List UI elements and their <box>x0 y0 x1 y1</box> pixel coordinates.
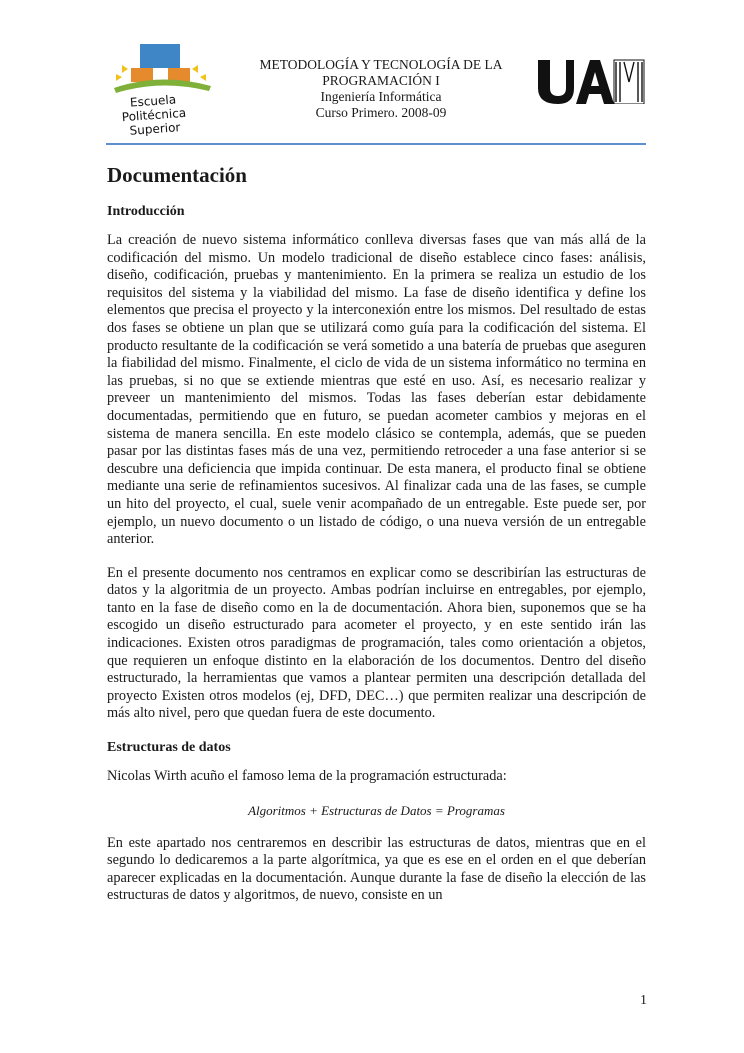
eps-logo <box>106 44 228 140</box>
page-title: Documentación <box>107 163 247 187</box>
header-rule <box>106 143 646 145</box>
logo-yellow-triangle <box>116 74 122 81</box>
section-heading: Introducción <box>107 204 185 219</box>
uam-letter-m-lines <box>616 62 642 102</box>
header-line: PROGRAMACIÓN I <box>322 73 440 88</box>
eps-logo-text <box>105 91 204 140</box>
uam-letter-a <box>576 60 614 104</box>
eps-logo-line: Superior <box>129 120 181 138</box>
header-title <box>250 57 512 121</box>
uam-letter-u <box>538 60 574 104</box>
logo-yellow-triangle <box>192 65 198 73</box>
uam-logo <box>536 58 646 104</box>
header-line: Ingeniería Informática <box>320 89 442 104</box>
page-number: 1 <box>640 993 647 1008</box>
logo-blue-block <box>140 44 180 68</box>
uam-logo-graphic <box>536 58 646 104</box>
uam-logo-label: UAM <box>536 58 539 59</box>
section-heading: Estructuras de datos <box>107 740 231 756</box>
paragraph: En el presente documento nos centramos en explicar como se describirían las estructuras de datos y la algoritmia de un proyecto. Ambas podrían incluirse en entregables, por ejemplo, tanto en la fase de diseño como en la de documentación. Ahora bien, suponemos que se ha escogido un diseño estructurado para acometer el proyecto, y en este sentido irán las indicaciones. Existen otros paradigmas de programación, tales como orientación a objetos, que requieren un enfoque distinto en la elaboración de los documentos. Dentro del diseño estructurado, la herramientas que vamos a plantear permiten una descripción detallada del proyecto Existen otros modelos (ej, DFD, DEC…) que permiten realizar una descripción de más alto nivel, pero que quedan fuera de este documento. <box>107 564 646 722</box>
eps-logo-line: Escuela <box>129 92 177 110</box>
logo-orange-block-left <box>131 68 153 82</box>
document-content <box>107 163 646 921</box>
paragraph: En este apartado nos centraremos en describir las estructuras de datos, mientras que en el segundo lo dedicaremos a la parte algorítmica, ya que es ese en el orden en el que deberían aparecer explicadas en la documentación. Aunque durante la fase de diseño la elección de las estructuras de datos y algoritmos, de nuevo, consiste en un <box>107 834 646 904</box>
logo-yellow-triangle <box>200 74 206 81</box>
paragraph: Nicolas Wirth acuño el famoso lema de la programación estructurada: <box>107 768 507 785</box>
header-line: METODOLOGÍA Y TECNOLOGÍA DE LA <box>259 57 503 72</box>
paragraph: La creación de nuevo sistema informático conlleva diversas fases que van más allá de la codificación del mismo. Un modelo tradicional de diseño establece cinco fases: análisis, diseño, codificación, pruebas y mantenimiento. En la primera se realiza un estudio de los requisitos del sistema y la viabilidad del mismo. La fase de diseño identifica y define los elementos que precisa el proyecto y la interconexión entre los mismos. Del resultado de estas dos fases se obtiene un plan que se utilizará como guía para la codificación del sistema. El producto resultante de la codificación se verá sometido a una batería de pruebas que aseguren la fiabilidad del mismo. Finalmente, el ciclo de vida de un sistema informático no termina en las pruebas, si no que se extiende mientras que esté en uso. Así, es necesario realizar y preveer un mantenimiento del mismos. Todas las fases deberían estar debidamente documentadas, permitiendo que en futuro, se puedan acometer cambios y mejoras en el sistema de manera sencilla. En este modelo clásico se contempla, además, que se pueden pasar por las distintas fases más de una vez, permitiendo retroceder a una fase anterior si se descubre una deficiencia que impida continuar. De esta manera, el producto final se obtiene mediante una serie de refinamientos sucesivos. Al finalizar cada una de las fases, se cumple un hito del proyecto, el cual, suele venir acompañado de un entregable. Este puede ser, por ejemplo, un nuevo documento o un listado de código, o una nueva versión de un entregable anterior. <box>107 232 646 548</box>
formula: Algoritmos + Estructuras de Datos = Programas <box>248 802 505 818</box>
logo-yellow-triangle <box>122 65 128 73</box>
eps-logo-line: Politécnica <box>121 105 187 125</box>
header-line: Curso Primero. 2008-09 <box>315 105 447 120</box>
